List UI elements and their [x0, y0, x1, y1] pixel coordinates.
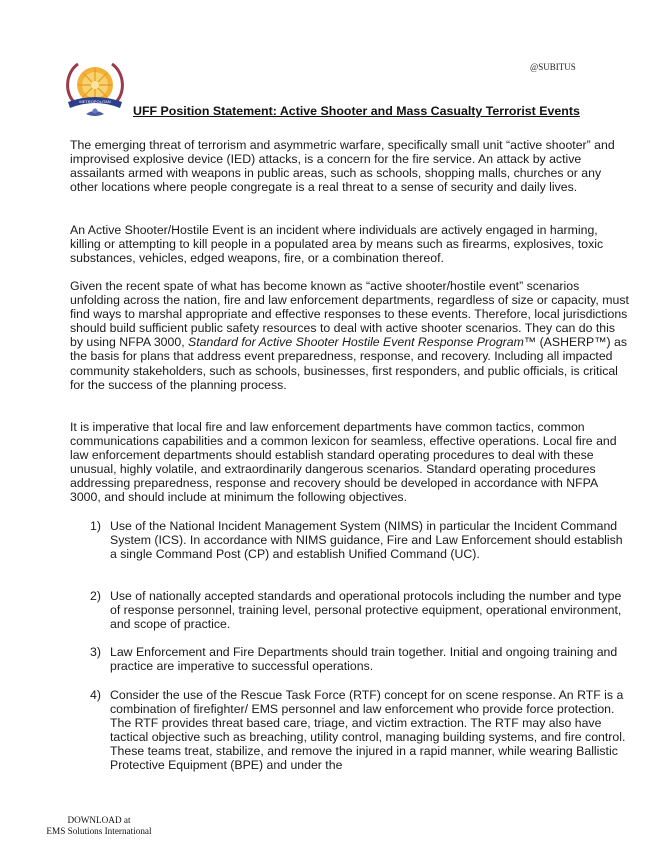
- objective-number: 1): [90, 519, 101, 533]
- objective-text: Use of nationally accepted standards and operational protocols including the number and type of response personnel, training level, personal protective equipment, operational environment, and scope of practice.: [110, 589, 622, 632]
- paragraph-common-tactics: It is imperative that local fire and law enforcement departments have common tactics, common communications capabilities and a common lexicon for seamless, effective operations. Local fire and law enforcement departments should establish standard operating procedures to deal with these unusual, highly volatile, and extraordinarily dangerous scenarios. Standard operating procedures addressing preparedness, response and recovery should be developed in accordance with NFPA 3000, and should include at minimum the following objectives.: [70, 420, 617, 505]
- document-title: UFF Position Statement: Active Shooter and Mass Casualty Terrorist Events: [133, 104, 580, 118]
- objective-number: 4): [90, 688, 101, 702]
- paragraph-nfpa-text-a: Given the recent spate of what has become known as “active shooter/hostile event” scenarios unfolding across the nation, fire and law enforcement departments, regardless of size or capacity, must find ways to marshal appropriate and effective responses to these events. Therefore, local jurisdictions should build sufficient public safety resources to deal with active shooter scenarios. They can do this by using NFPA 3000,: [70, 279, 629, 350]
- paragraph-threat: The emerging threat of terrorism and asymmetric warfare, specifically small unit “active shooter” and improvised explosive device (IED) attacks, is a concern for the fire service. An attack by active assailants armed with weapons in public areas, such as schools, shopping malls, churches or any other locations where people congregate is a real threat to a sense of security and daily lives.: [70, 138, 615, 195]
- paragraph-definition: An Active Shooter/Hostile Event is an incident where individuals are actively engaged in harming, killing or attempting to kill people in a populated area by means such as firearms, explosives, toxic substances, vehicles, edged weapons, fire, or a combination thereof.: [70, 223, 604, 266]
- paragraph-nfpa-3000: [70, 279, 630, 392]
- objective-item-1: [90, 519, 630, 561]
- objective-item-4: [90, 688, 630, 773]
- footer-line-2: EMS Solutions International: [46, 826, 152, 836]
- paragraph-nfpa-text-b: ™ (ASHERP™) as the basis for plans that address event preparedness, response, and recovery. Including all impacted community stakeholders, such as schools, businesses, first responders, and public officials, is critical for the success of the planning process.: [70, 335, 628, 392]
- standard-title-italic: Standard for Active Shooter Hostile Event Response Program: [188, 335, 524, 350]
- logo-banner-text: METROPOLITAN: [79, 99, 111, 104]
- footer-line-1: DOWNLOAD at: [67, 815, 131, 825]
- objective-text: Law Enforcement and Fire Departments should train together. Initial and ongoing training and practice are imperative to successful operations.: [110, 645, 618, 674]
- objective-number: 2): [90, 589, 101, 603]
- footer-download-note: [34, 815, 164, 837]
- objective-text: Consider the use of the Rescue Task Force (RTF) concept for on scene response. An RTF is a combination of firefighter/ EMS personnel and law enforcement who provide force protection. The RTF provides threat based care, triage, and victim extraction. The RTF may also have tactical objective such as breaching, utility control, managing building systems, and fire control. These teams treat, stabilize, and remove the injured in a rapid manner, while wearing Ballistic Protective Equipment (BPE) and under the: [110, 688, 626, 773]
- objective-item-2: [90, 589, 630, 631]
- objective-text: Use of the National Incident Management System (NIMS) in particular the Incident Command System (ICS). In accordance with NIMS guidance, Fire and Law Enforcement should establish a single Command Post (CP) and establish Unified Command (UC).: [110, 519, 623, 562]
- watermark-text: @SUBITUS: [530, 62, 576, 72]
- objective-number: 3): [90, 645, 101, 659]
- objective-item-3: [90, 645, 630, 673]
- organization-logo-icon: [60, 58, 130, 122]
